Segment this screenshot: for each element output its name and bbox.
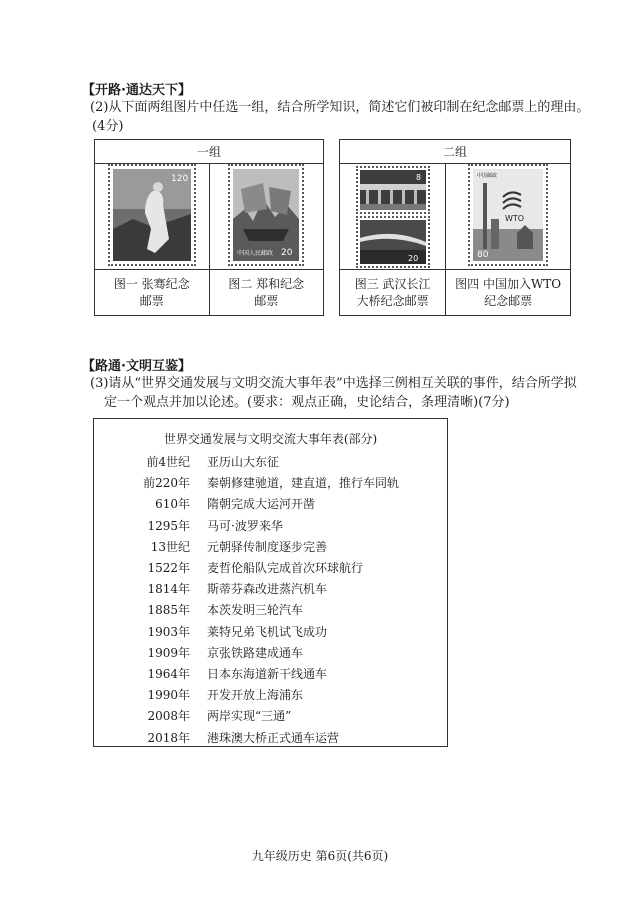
stamp-2-country: 中国人民邮政 <box>237 250 274 257</box>
timeline-row <box>94 686 447 708</box>
timeline-date: 2018年 <box>147 730 190 745</box>
section-title-kailu: 【开路·通达天下】 <box>82 83 191 98</box>
timeline-row <box>94 644 447 666</box>
timeline-date: 13世纪 <box>150 539 190 554</box>
timeline-row <box>94 474 447 496</box>
timeline-date: 1295年 <box>147 518 190 533</box>
stamp-4-cell <box>446 164 571 270</box>
timeline-event: 元朝驿传制度逐步完善 <box>207 539 328 554</box>
group-2-header: 二组 <box>340 140 571 164</box>
stamp-2-caption <box>209 270 324 316</box>
timeline-event: 本茨发明三轮汽车 <box>207 603 304 618</box>
section-title-lutong: 【路通·文明互鉴】 <box>82 359 191 374</box>
stamp-3-cell <box>340 164 446 270</box>
timeline-event: 隋朝完成大运河开凿 <box>207 497 316 512</box>
timeline-title: 世界交通发展与文明交流大事年表(部分) <box>163 432 378 446</box>
stamp-bridge-top-image <box>356 166 430 214</box>
stamp-2-cell <box>209 164 324 270</box>
timeline-date: 610年 <box>155 497 190 512</box>
stamp-zhangqian-image <box>108 164 196 266</box>
timeline-event: 麦哲伦船队完成首次环球航行 <box>207 561 364 575</box>
timeline-date: 1522年 <box>147 561 190 575</box>
timeline-event: 亚历山大东征 <box>207 455 280 469</box>
question-3-line1: (3)请从“世界交通发展与文明交流大事年表”中选择三例相互关联的事件，结合所学拟 <box>90 376 577 391</box>
timeline-date: 2008年 <box>147 709 190 724</box>
timeline-date: 1990年 <box>147 688 190 703</box>
timeline-event: 日本东海道新干线通车 <box>207 667 328 681</box>
stamp-1-cell <box>95 164 210 270</box>
timeline-date: 前4世纪 <box>146 455 190 469</box>
stamp-3-caption <box>340 270 446 316</box>
timeline-row <box>94 580 447 602</box>
timeline-date: 1885年 <box>147 603 190 618</box>
stamp-zhenghe-image <box>228 164 304 266</box>
stamp-3-value-bottom: 20 <box>407 253 418 263</box>
timeline-date: 1909年 <box>147 645 190 660</box>
timeline-table <box>93 418 448 747</box>
timeline-event: 斯蒂芬森改进蒸汽机车 <box>207 582 328 597</box>
timeline-row <box>94 559 447 581</box>
stamp-2-value: 20 <box>281 248 293 258</box>
group-1-header: 一组 <box>95 140 324 164</box>
stamp-bridge-bottom-image <box>356 216 430 268</box>
stamp-3-caption-line1: 图三 武汉长江 <box>354 276 431 291</box>
timeline-row <box>94 623 447 645</box>
timeline-event: 秦朝修建驰道，建直道，推行车同轨 <box>207 476 400 491</box>
timeline-date: 1903年 <box>147 624 190 639</box>
timeline-event: 京张铁路建成通车 <box>207 645 304 660</box>
timeline-row <box>94 538 447 560</box>
stamp-1-caption-line1: 图一 张骞纪念 <box>113 276 190 291</box>
timeline-event: 马可·波罗来华 <box>207 518 283 533</box>
stamp-group-1-table <box>94 139 324 316</box>
stamp-4-value: 80 <box>477 250 489 260</box>
stamp-1-caption <box>95 270 210 316</box>
timeline-row <box>94 665 447 687</box>
stamp-1-caption-line2: 邮票 <box>139 293 164 308</box>
timeline-row <box>94 729 447 751</box>
stamp-1-value: 120 <box>170 174 188 184</box>
stamp-3-caption-line2: 大桥纪念邮票 <box>356 293 429 308</box>
stamp-4-caption-line1: 图四 中国加入WTO <box>455 276 562 291</box>
timeline-row <box>94 453 447 475</box>
timeline-date: 1964年 <box>147 667 190 681</box>
stamp-2-caption-line1: 图二 郑和纪念 <box>228 276 305 291</box>
timeline-event: 莱特兄弟飞机试飞成功 <box>207 624 328 639</box>
timeline-event: 开发开放上海浦东 <box>207 688 304 703</box>
timeline-date: 1814年 <box>147 582 190 597</box>
timeline-date: 前220年 <box>143 476 190 491</box>
stamp-3-value-top: 8 <box>415 172 421 182</box>
timeline-event: 港珠澳大桥正式通车运营 <box>207 730 340 745</box>
question-2-line1: (2)从下面两组图片中任选一组，结合所学知识，简述它们被印制在纪念邮票上的理由。 <box>90 100 590 115</box>
stamp-4-country: 中国邮政 <box>477 173 498 179</box>
stamp-4-caption <box>446 270 571 316</box>
stamp-group-2-table <box>339 139 571 316</box>
timeline-event: 两岸实现“三通” <box>207 709 292 724</box>
stamp-wto-image <box>468 164 548 266</box>
timeline-row <box>94 707 447 729</box>
stamp-4-caption-line2: 纪念邮票 <box>484 293 533 308</box>
timeline-row <box>94 601 447 623</box>
timeline-row <box>94 495 447 517</box>
question-3-line2: 定一个观点并加以论述。(要求：观点正确，史论结合，条理清晰)(7分) <box>104 395 510 410</box>
stamp-2-caption-line2: 邮票 <box>254 293 279 308</box>
stamp-4-logo-text: WTO <box>505 214 525 223</box>
question-2-line2: (4分) <box>92 119 124 134</box>
page-footer: 九年级历史 第6页(共6页) <box>251 849 389 863</box>
timeline-row <box>94 517 447 539</box>
